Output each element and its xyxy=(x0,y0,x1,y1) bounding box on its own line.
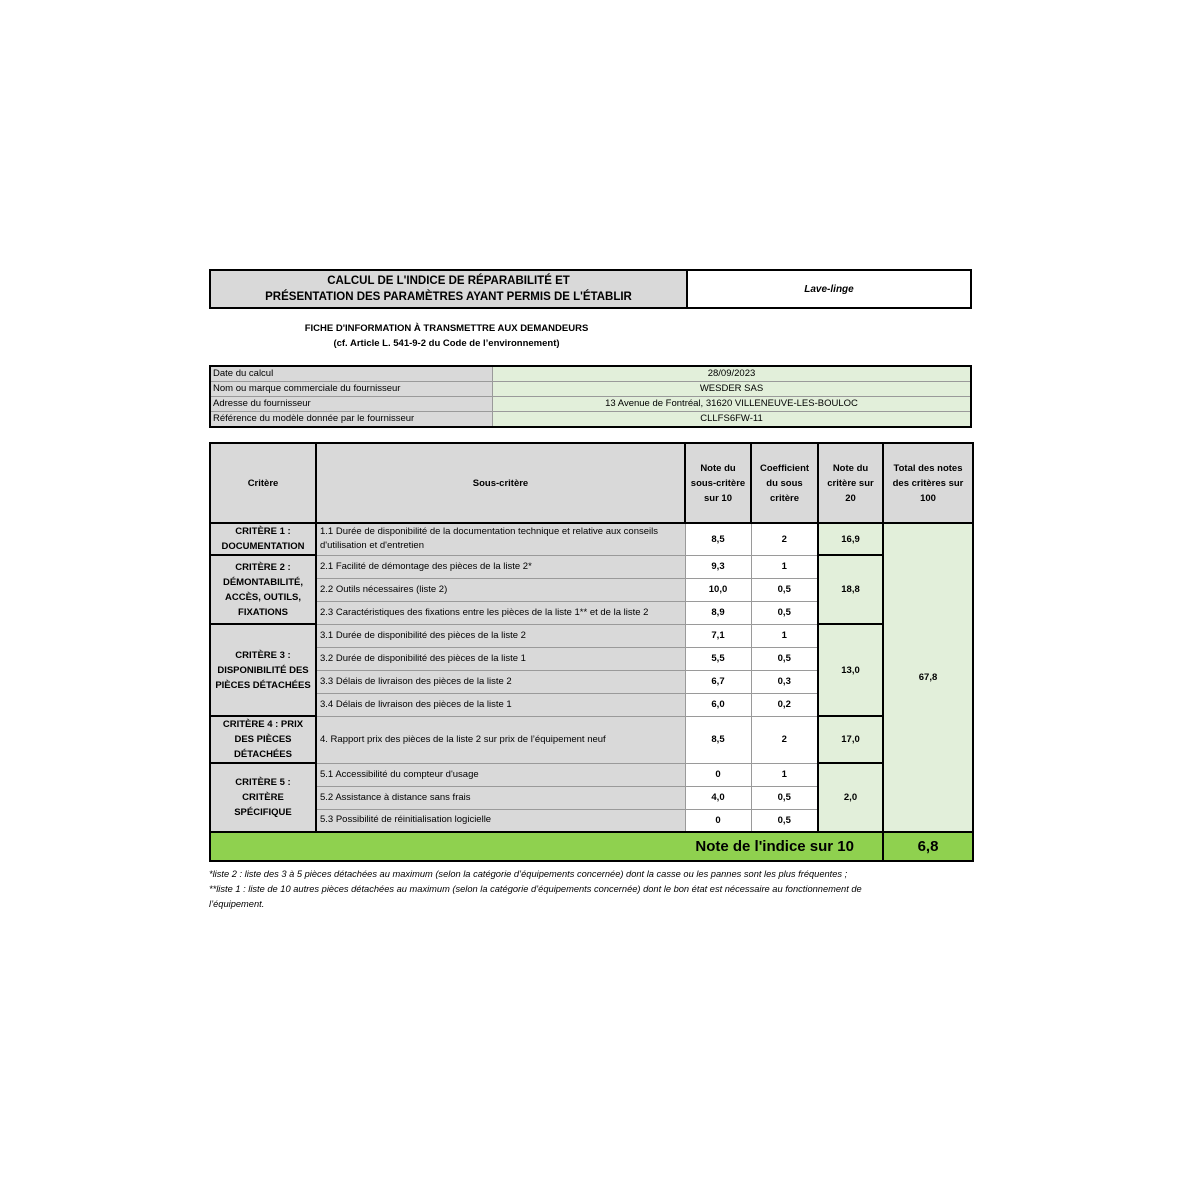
sub-criterion-note: 8,5 xyxy=(685,523,751,555)
title-block xyxy=(209,269,972,309)
table-row xyxy=(210,523,973,555)
sub-criterion-label: 2.3 Caractéristiques des fixations entre les pièces de la liste 1** et de la liste 2 xyxy=(316,601,685,624)
header-note-critere: Note du critère sur 20 xyxy=(818,443,883,523)
sub-criterion-label: 5.2 Assistance à distance sans frais xyxy=(316,786,685,809)
title-line-1: CALCUL DE L'INDICE DE RÉPARABILITÉ ET xyxy=(327,275,570,287)
header-coefficient: Coefficient du sous critère xyxy=(751,443,818,523)
header-total: Total des notes des critères sur 100 xyxy=(883,443,973,523)
sub-criterion-coefficient: 0,5 xyxy=(751,647,818,670)
sub-criterion-note: 8,9 xyxy=(685,601,751,624)
sub-criterion-coefficient: 1 xyxy=(751,555,818,578)
final-score-value: 6,8 xyxy=(883,832,973,861)
criterion-name: CRITÈRE 4 : PRIX DES PIÈCES DÉTACHÉES xyxy=(210,716,316,763)
sub-criterion-coefficient: 0,5 xyxy=(751,578,818,601)
sub-criterion-label: 2.1 Facilité de démontage des pièces de la liste 2* xyxy=(316,555,685,578)
sub-criterion-note: 6,0 xyxy=(685,693,751,716)
product-type: Lave-linge xyxy=(804,283,854,295)
info-row xyxy=(210,382,971,397)
title-line-2: PRÉSENTATION DES PARAMÈTRES AYANT PERMIS DE L'ÉTABLIR xyxy=(265,291,632,303)
sub-criterion-coefficient: 2 xyxy=(751,523,818,555)
sub-criterion-coefficient: 0,2 xyxy=(751,693,818,716)
table-row xyxy=(210,555,973,578)
footnote-3: l’équipement. xyxy=(209,899,265,909)
criterion-name: CRITÈRE 3 : DISPONIBILITÉ DES PIÈCES DÉTACHÉES xyxy=(210,624,316,716)
table-row xyxy=(210,763,973,786)
supplier-info-table xyxy=(209,365,972,428)
sub-criterion-note: 7,1 xyxy=(685,624,751,647)
info-value: WESDER SAS xyxy=(493,382,972,397)
info-row xyxy=(210,366,971,382)
criteria-table xyxy=(209,442,974,862)
criterion-name: CRITÈRE 2 : DÉMONTABILITÉ, ACCÈS, OUTILS, FIXATIONS xyxy=(210,555,316,624)
sub-criterion-label: 3.3 Délais de livraison des pièces de la liste 2 xyxy=(316,670,685,693)
table-header-row xyxy=(210,443,973,523)
sub-criterion-coefficient: 1 xyxy=(751,624,818,647)
final-score-label: Note de l'indice sur 10 xyxy=(210,832,883,861)
sub-criterion-note: 0 xyxy=(685,763,751,786)
repairability-sheet xyxy=(209,269,972,912)
document-title xyxy=(211,271,688,307)
sub-criterion-label: 3.1 Durée de disponibilité des pièces de la liste 2 xyxy=(316,624,685,647)
criterion-score: 2,0 xyxy=(818,763,883,832)
criterion-score: 18,8 xyxy=(818,555,883,624)
table-row xyxy=(210,716,973,763)
table-row xyxy=(210,624,973,647)
sub-criterion-label: 4. Rapport prix des pièces de la liste 2 sur prix de l’équipement neuf xyxy=(316,716,685,763)
info-row xyxy=(210,412,971,428)
sub-criterion-label: 5.1 Accessibilité du compteur d'usage xyxy=(316,763,685,786)
criterion-name: CRITÈRE 5 : CRITÈRE SPÉCIFIQUE xyxy=(210,763,316,832)
sub-criterion-note: 8,5 xyxy=(685,716,751,763)
footnote-1: *liste 2 : liste des 3 à 5 pièces détachées au maximum (selon la catégorie d’équipements concernée) dont la casse ou les pannes sont les plus fréquentes ; xyxy=(209,869,848,879)
form-subtitle xyxy=(209,321,684,351)
criterion-score: 16,9 xyxy=(818,523,883,555)
sub-criterion-coefficient: 0,5 xyxy=(751,809,818,832)
info-label: Référence du modèle donnée par le fournisseur xyxy=(210,412,493,428)
sub-criterion-coefficient: 1 xyxy=(751,763,818,786)
sub-criterion-label: 3.2 Durée de disponibilité des pièces de la liste 1 xyxy=(316,647,685,670)
header-critere: Critère xyxy=(210,443,316,523)
sub-criterion-label: 3.4 Délais de livraison des pièces de la liste 1 xyxy=(316,693,685,716)
sub-criterion-note: 0 xyxy=(685,809,751,832)
subtitle-line-1: FICHE D'INFORMATION À TRANSMETTRE AUX DEMANDEURS xyxy=(304,323,589,334)
info-row xyxy=(210,397,971,412)
header-sous-critere: Sous-critère xyxy=(316,443,685,523)
sub-criterion-label: 1.1 Durée de disponibilité de la documentation technique et relative aux conseils d'utilisation et d'entretien xyxy=(316,523,685,555)
criterion-score: 17,0 xyxy=(818,716,883,763)
header-note-sous-critere: Note du sous-critère sur 10 xyxy=(685,443,751,523)
info-label: Date du calcul xyxy=(210,366,493,382)
sub-criterion-note: 5,5 xyxy=(685,647,751,670)
info-value: CLLFS6FW-11 xyxy=(493,412,972,428)
criterion-name: CRITÈRE 1 : DOCUMENTATION xyxy=(210,523,316,555)
sub-criterion-coefficient: 0,5 xyxy=(751,601,818,624)
footnotes xyxy=(209,867,949,912)
info-value: 28/09/2023 xyxy=(493,366,972,382)
info-value: 13 Avenue de Fontréal, 31620 VILLENEUVE-LES-BOULOC xyxy=(493,397,972,412)
info-label: Nom ou marque commerciale du fournisseur xyxy=(210,382,493,397)
criterion-score: 13,0 xyxy=(818,624,883,716)
final-score-row xyxy=(210,832,973,861)
total-score: 67,8 xyxy=(883,523,973,832)
info-label: Adresse du fournisseur xyxy=(210,397,493,412)
sub-criterion-coefficient: 2 xyxy=(751,716,818,763)
sub-criterion-note: 6,7 xyxy=(685,670,751,693)
footnote-2: **liste 1 : liste de 10 autres pièces détachées au maximum (selon la catégorie d’équipements concernée) dont le bon état est nécessaire au fonctionnement de xyxy=(209,884,862,894)
sub-criterion-coefficient: 0,5 xyxy=(751,786,818,809)
sub-criterion-label: 2.2 Outils nécessaires (liste 2) xyxy=(316,578,685,601)
sub-criterion-note: 10,0 xyxy=(685,578,751,601)
sub-criterion-note: 9,3 xyxy=(685,555,751,578)
sub-criterion-note: 4,0 xyxy=(685,786,751,809)
subtitle-line-2: (cf. Article L. 541-9-2 du Code de l’environnement) xyxy=(333,338,560,349)
sub-criterion-label: 5.3 Possibilité de réinitialisation logicielle xyxy=(316,809,685,832)
sub-criterion-coefficient: 0,3 xyxy=(751,670,818,693)
